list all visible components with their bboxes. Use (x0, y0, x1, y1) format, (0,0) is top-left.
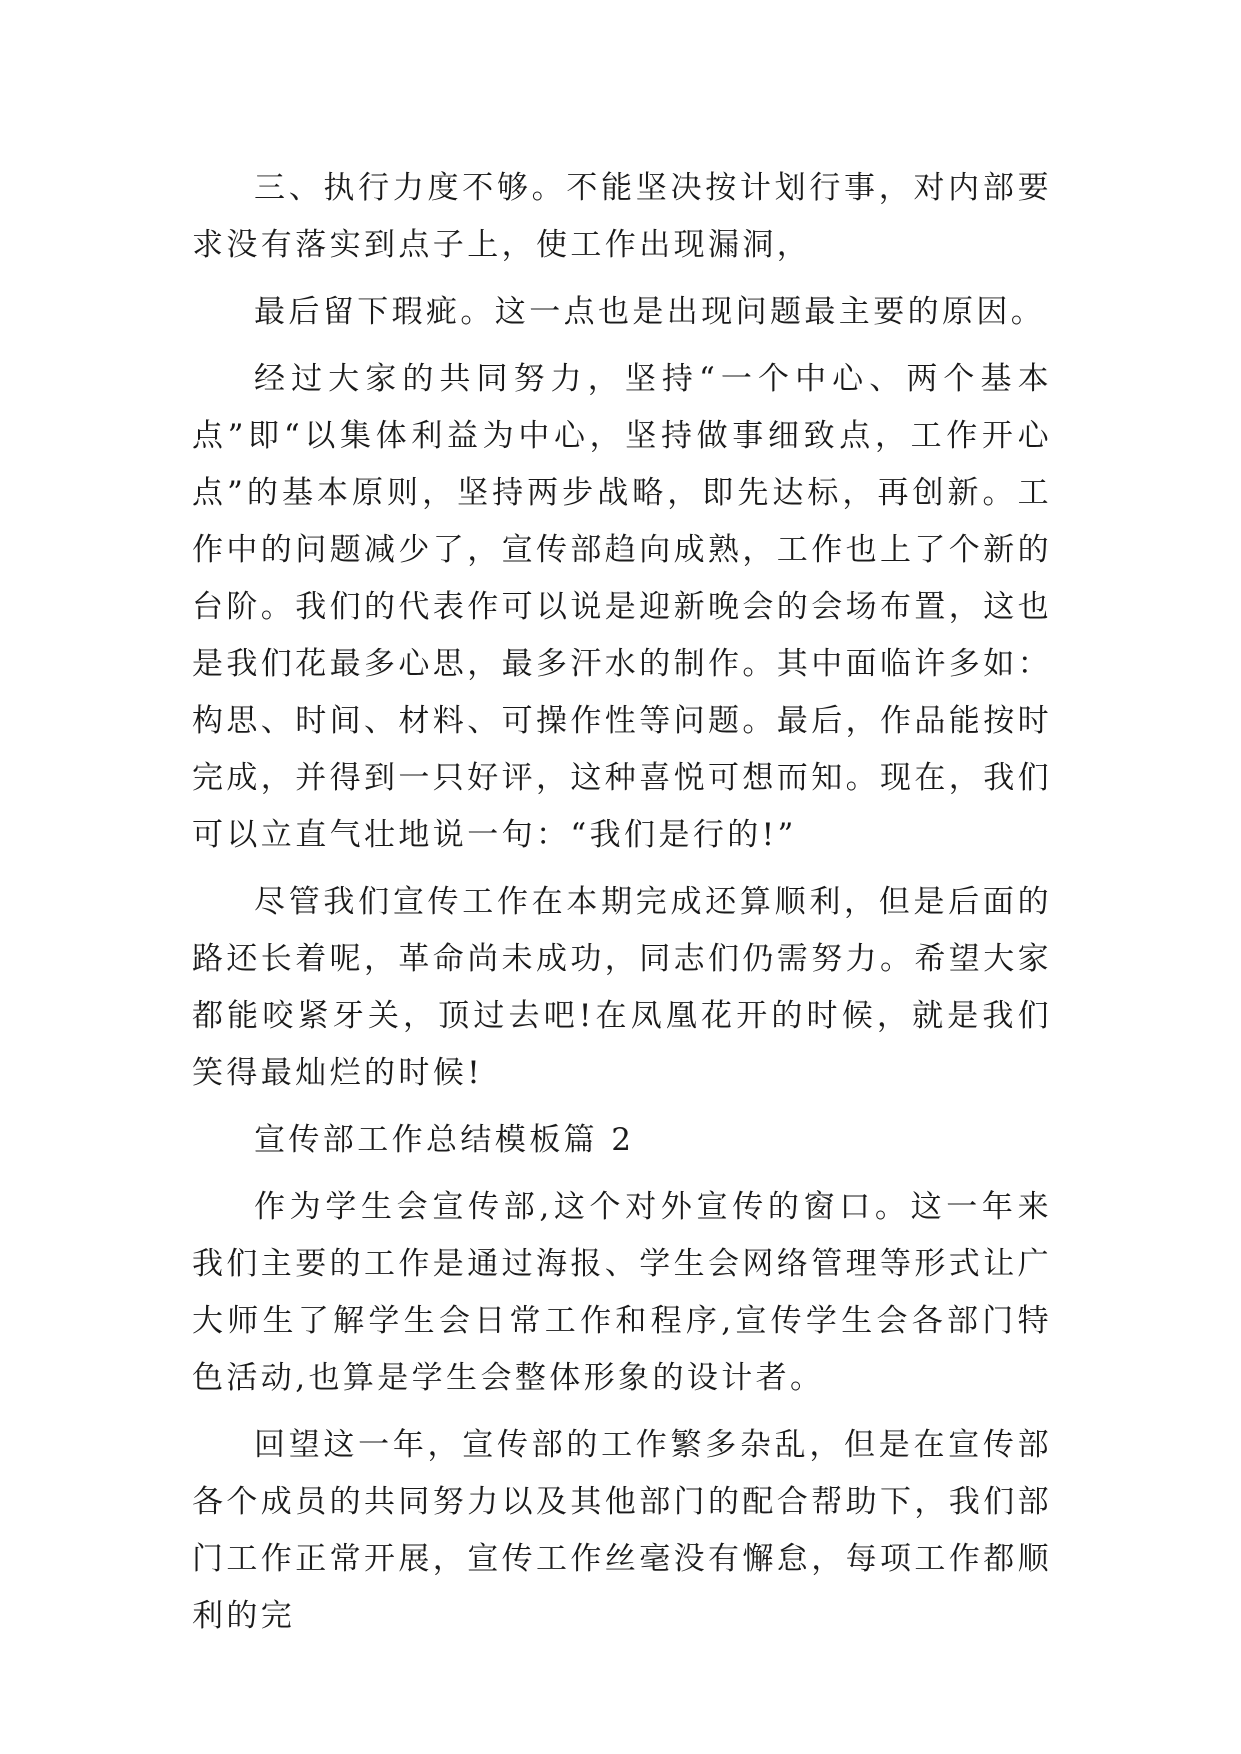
paragraph-execution: 三、执行力度不够。不能坚决按计划行事，对内部要求没有落实到点子上，使工作出现漏洞， (192, 170, 1052, 263)
paragraph-flaws: 最后留下瑕疵。这一点也是出现问题最主要的原因。 (254, 294, 1046, 330)
paragraph-effort: 经过大家的共同努力，坚持“一个中心、两个基本点”即“以集体利益为中心，坚持做事细致点，工作开心点”的基本原则，坚持两步战略，即先达标，再创新。工作中的问题减少了，宣传部趋向成熟，工作也上了个新的台阶。我们的代表作可以说是迎新晚会的会场布置，这也是我们花最多心思，最多汗水的制作。其中面临许多如：构思、时间、材料、可操作性等问题。最后，作品能按时完成，并得到一只好评，这种喜悦可想而知。现在，我们可以立直气壮地说一句：“我们是行的!” (192, 361, 1052, 853)
paragraph-review: 回望这一年，宣传部的工作繁多杂乱，但是在宣传部各个成员的共同努力以及其他部门的配合帮助下，我们部门工作正常开展，宣传工作丝毫没有懈怠，每项工作都顺利的完 (192, 1427, 1052, 1634)
paragraph-outlook: 尽管我们宣传工作在本期完成还算顺利，但是后面的路还长着呢，革命尚未成功，同志们仍需努力。希望大家都能咬紧牙关，顶过去吧!在凤凰花开的时候，就是我们笑得最灿烂的时候! (192, 884, 1052, 1091)
paragraph-role: 作为学生会宣传部,这个对外宣传的窗口。这一年来我们主要的工作是通过海报、学生会网络管理等形式让广大师生了解学生会日常工作和程序,宣传学生会各部门特色活动,也算是学生会整体形象的设计者。 (192, 1189, 1052, 1396)
document-body (192, 160, 1052, 1655)
section-heading: 宣传部工作总结模板篇 2 (254, 1122, 635, 1158)
